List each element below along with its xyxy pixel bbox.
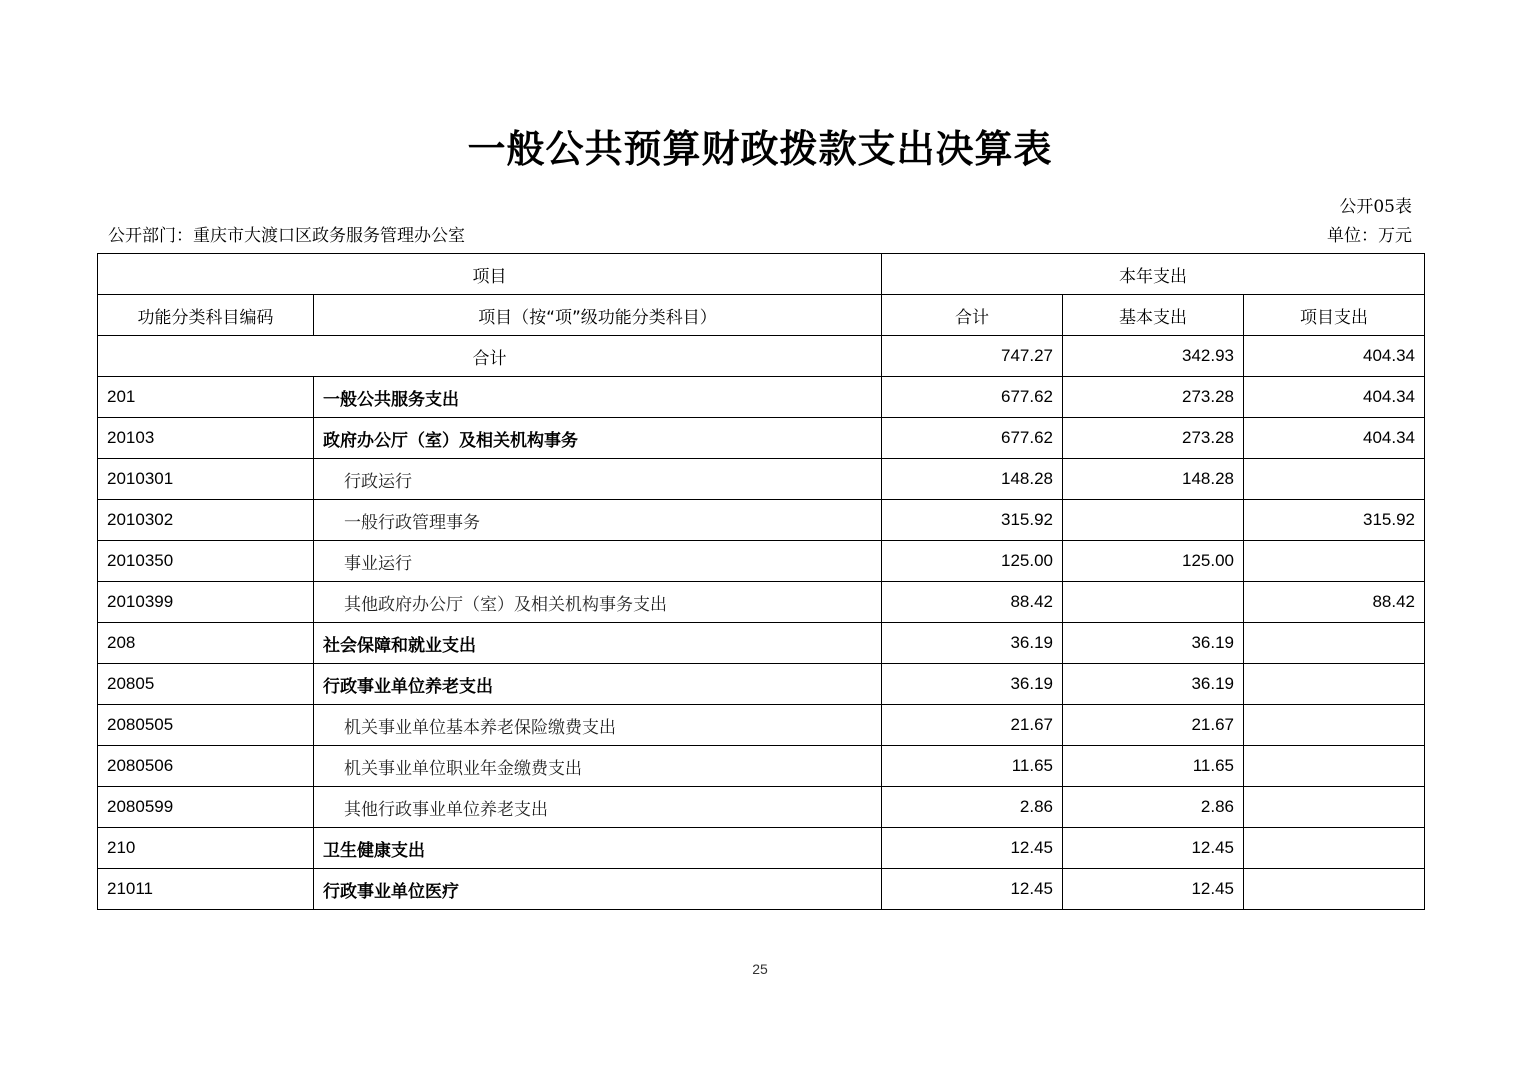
row-project [1244,705,1425,746]
table-row [98,582,1425,623]
row-name: 行政运行 [314,459,882,500]
header-row-1 [98,254,1425,295]
table-row [98,705,1425,746]
row-code: 208 [98,623,314,664]
total-project: 404.34 [1244,336,1425,377]
row-total: 315.92 [882,500,1063,541]
row-project: 315.92 [1244,500,1425,541]
total-amount: 747.27 [882,336,1063,377]
row-name: 行政事业单位养老支出 [314,664,882,705]
row-total: 677.62 [882,418,1063,459]
header-basic: 基本支出 [1063,295,1244,336]
row-total: 36.19 [882,623,1063,664]
header-item-name: 项目（按“项”级功能分类科目） [314,295,882,336]
table-row [98,828,1425,869]
row-name: 社会保障和就业支出 [314,623,882,664]
row-total: 88.42 [882,582,1063,623]
total-basic: 342.93 [1063,336,1244,377]
header-row-2 [98,295,1425,336]
row-total: 2.86 [882,787,1063,828]
row-code: 2010301 [98,459,314,500]
header-project: 项目 [98,254,882,295]
row-project [1244,541,1425,582]
row-name: 机关事业单位职业年金缴费支出 [314,746,882,787]
table-row [98,664,1425,705]
row-project [1244,459,1425,500]
header-current-year: 本年支出 [882,254,1425,295]
row-project: 404.34 [1244,377,1425,418]
row-name: 一般行政管理事务 [314,500,882,541]
row-basic: 36.19 [1063,623,1244,664]
row-code: 210 [98,828,314,869]
row-project: 404.34 [1244,418,1425,459]
row-name: 行政事业单位医疗 [314,869,882,910]
row-name: 事业运行 [314,541,882,582]
row-code: 2010350 [98,541,314,582]
row-name: 其他行政事业单位养老支出 [314,787,882,828]
row-basic: 36.19 [1063,664,1244,705]
row-total: 36.19 [882,664,1063,705]
unit-label: 单位：万元 [1327,226,1412,246]
row-total: 21.67 [882,705,1063,746]
row-name: 机关事业单位基本养老保险缴费支出 [314,705,882,746]
row-code: 2010399 [98,582,314,623]
row-code: 201 [98,377,314,418]
row-total: 148.28 [882,459,1063,500]
row-total: 125.00 [882,541,1063,582]
row-name: 卫生健康支出 [314,828,882,869]
total-row [98,336,1425,377]
row-total: 11.65 [882,746,1063,787]
row-code: 21011 [98,869,314,910]
row-code: 2010302 [98,500,314,541]
page-number: 25 [752,961,768,977]
row-code: 20103 [98,418,314,459]
row-total: 12.45 [882,869,1063,910]
row-code: 2080505 [98,705,314,746]
row-basic: 12.45 [1063,869,1244,910]
row-code: 20805 [98,664,314,705]
row-project [1244,623,1425,664]
row-basic [1063,582,1244,623]
row-basic: 125.00 [1063,541,1244,582]
form-number: 公开05表 [1339,197,1412,217]
row-basic: 2.86 [1063,787,1244,828]
row-basic: 12.45 [1063,828,1244,869]
header-code: 功能分类科目编码 [98,295,314,336]
table-row [98,541,1425,582]
table-row [98,787,1425,828]
row-total: 12.45 [882,828,1063,869]
row-basic: 273.28 [1063,418,1244,459]
table-row [98,623,1425,664]
row-basic: 21.67 [1063,705,1244,746]
row-project [1244,664,1425,705]
row-project [1244,828,1425,869]
row-project [1244,869,1425,910]
table-row [98,459,1425,500]
row-basic: 11.65 [1063,746,1244,787]
row-name: 其他政府办公厅（室）及相关机构事务支出 [314,582,882,623]
table-row [98,418,1425,459]
table-row [98,746,1425,787]
row-project: 88.42 [1244,582,1425,623]
row-project [1244,746,1425,787]
table-row [98,377,1425,418]
department-label: 公开部门：重庆市大渡口区政务服务管理办公室 [108,226,465,246]
row-project [1244,787,1425,828]
header-total: 合计 [882,295,1063,336]
row-basic: 273.28 [1063,377,1244,418]
budget-table [97,253,1425,910]
header-project-expense: 项目支出 [1244,295,1425,336]
row-name: 一般公共服务支出 [314,377,882,418]
row-code: 2080599 [98,787,314,828]
row-basic: 148.28 [1063,459,1244,500]
page-title: 一般公共预算财政拨款支出决算表 [467,127,1053,171]
table-row [98,500,1425,541]
row-name: 政府办公厅（室）及相关机构事务 [314,418,882,459]
total-label: 合计 [98,336,882,377]
table-row [98,869,1425,910]
row-total: 677.62 [882,377,1063,418]
row-code: 2080506 [98,746,314,787]
row-basic [1063,500,1244,541]
